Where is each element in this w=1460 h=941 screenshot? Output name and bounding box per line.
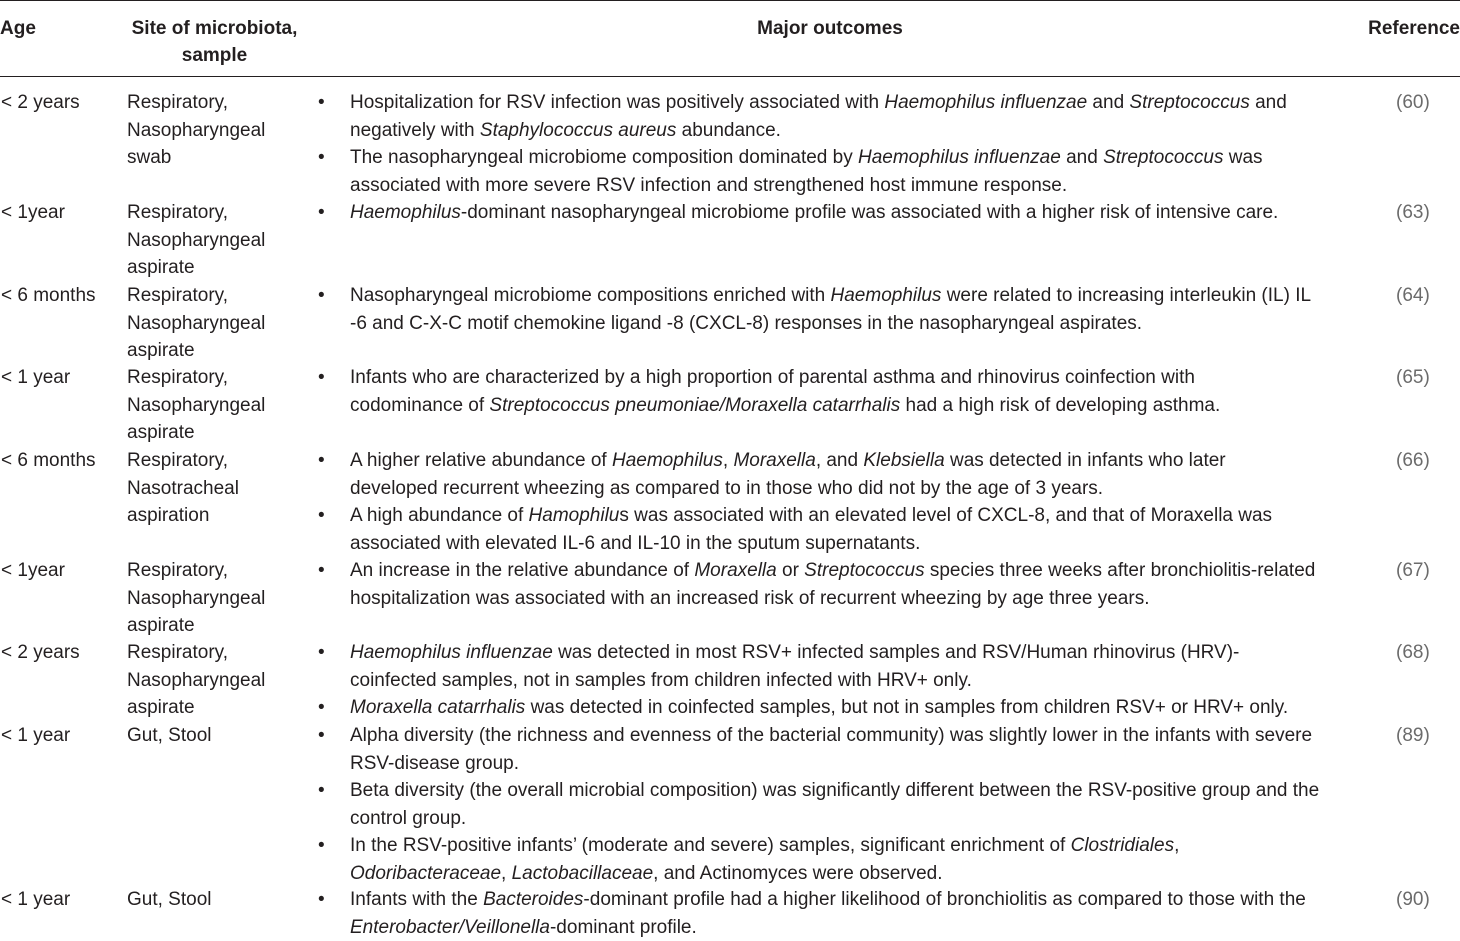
- bullet-icon: •: [318, 832, 325, 860]
- site-line: aspirate: [127, 254, 302, 282]
- outcome-line: associated with elevated IL-6 and IL-10 in the sputum supernatants.: [350, 530, 1348, 558]
- outcome-line: codominance of Streptococcus pneumoniae/Moraxella catarrhalis had a high risk of developing asthma.: [350, 392, 1348, 420]
- site-cell: [127, 447, 302, 530]
- outcome-line: developed recurrent wheezing as compared to in those who did not by the age of 3 years.: [350, 475, 1348, 503]
- site-line: Respiratory,: [127, 557, 302, 585]
- outcomes-list: [318, 886, 1348, 941]
- reference-link[interactable]: (66): [1396, 447, 1430, 475]
- bullet-icon: •: [318, 144, 325, 172]
- site-line: aspirate: [127, 419, 302, 447]
- outcomes-list: [318, 282, 1348, 337]
- header-site-line1: Site of microbiota,: [122, 15, 307, 42]
- outcome-line: Odoribacteraceae, Lactobacillaceae, and Actinomyces were observed.: [350, 860, 1348, 888]
- outcomes-list: [318, 199, 1348, 227]
- bullet-icon: •: [318, 886, 325, 914]
- outcome-item: [318, 282, 1348, 337]
- outcome-line: negatively with Staphylococcus aureus abundance.: [350, 117, 1348, 145]
- outcome-item: [318, 777, 1348, 832]
- outcome-item: [318, 502, 1348, 557]
- header-reference: Reference: [1368, 15, 1460, 42]
- site-line: Nasopharyngeal: [127, 667, 302, 695]
- header-site-line2: sample: [122, 42, 307, 69]
- outcome-item: [318, 199, 1348, 227]
- outcomes-list: [318, 722, 1348, 887]
- outcome-line: A high abundance of Hamophilus was associated with an elevated level of CXCL-8, and that of Moraxella was: [350, 502, 1348, 530]
- header-age: Age: [0, 15, 36, 42]
- bullet-icon: •: [318, 282, 325, 310]
- bullet-icon: •: [318, 777, 325, 805]
- outcome-item: [318, 447, 1348, 502]
- table-top-rule: [0, 0, 1460, 1]
- reference-link[interactable]: (60): [1396, 89, 1430, 117]
- site-line: Gut, Stool: [127, 886, 302, 914]
- outcome-line: Beta diversity (the overall microbial composition) was significantly different between the RSV-positive group and the: [350, 777, 1348, 805]
- outcome-line: coinfected samples, not in samples from children infected with HRV+ only.: [350, 667, 1348, 695]
- outcome-line: RSV-disease group.: [350, 750, 1348, 778]
- outcome-line: Hospitalization for RSV infection was positively associated with Haemophilus influenzae and Streptococcus and: [350, 89, 1348, 117]
- bullet-icon: •: [318, 722, 325, 750]
- reference-link[interactable]: (63): [1396, 199, 1430, 227]
- reference-link[interactable]: (64): [1396, 282, 1430, 310]
- site-line: Nasotracheal: [127, 475, 302, 503]
- outcome-item: [318, 89, 1348, 144]
- outcome-item: [318, 694, 1348, 722]
- outcome-line: -6 and C-X-C motif chemokine ligand -8 (CXCL-8) responses in the nasopharyngeal aspirates.: [350, 310, 1348, 338]
- outcome-item: [318, 639, 1348, 694]
- outcomes-list: [318, 89, 1348, 199]
- age-cell: < 1 year: [1, 886, 70, 914]
- site-line: Respiratory,: [127, 199, 302, 227]
- age-cell: < 2 years: [1, 639, 80, 667]
- bullet-icon: •: [318, 639, 325, 667]
- outcome-line: associated with more severe RSV infection and strengthened host immune response.: [350, 172, 1348, 200]
- site-line: aspiration: [127, 502, 302, 530]
- outcome-line: Enterobacter/Veillonella-dominant profile.: [350, 914, 1348, 941]
- outcome-item: [318, 144, 1348, 199]
- reference-link[interactable]: (67): [1396, 557, 1430, 585]
- age-cell: < 2 years: [1, 89, 80, 117]
- outcomes-list: [318, 364, 1348, 419]
- age-cell: < 6 months: [1, 282, 96, 310]
- outcome-line: An increase in the relative abundance of Moraxella or Streptococcus species three weeks after bronchiolitis-related: [350, 557, 1348, 585]
- outcome-item: [318, 832, 1348, 887]
- outcome-line: The nasopharyngeal microbiome composition dominated by Haemophilus influenzae and Streptococcus was: [350, 144, 1348, 172]
- reference-link[interactable]: (90): [1396, 886, 1430, 914]
- outcome-line: Alpha diversity (the richness and evenness of the bacterial community) was slightly lower in the infants with severe: [350, 722, 1348, 750]
- outcome-item: [318, 557, 1348, 612]
- header-major-outcomes: Major outcomes: [330, 15, 1330, 42]
- bullet-icon: •: [318, 502, 325, 530]
- age-cell: < 1year: [1, 199, 65, 227]
- outcome-line: Haemophilus influenzae was detected in most RSV+ infected samples and RSV/Human rhinovirus (HRV)-: [350, 639, 1348, 667]
- age-cell: < 6 months: [1, 447, 96, 475]
- site-line: Nasopharyngeal: [127, 310, 302, 338]
- site-cell: [127, 89, 302, 172]
- bullet-icon: •: [318, 447, 325, 475]
- site-line: Nasopharyngeal: [127, 117, 302, 145]
- site-line: Respiratory,: [127, 639, 302, 667]
- site-cell: [127, 364, 302, 447]
- site-cell: [127, 557, 302, 640]
- site-line: Respiratory,: [127, 364, 302, 392]
- site-line: Nasopharyngeal: [127, 392, 302, 420]
- age-cell: < 1 year: [1, 722, 70, 750]
- site-cell: [127, 886, 302, 914]
- site-line: aspirate: [127, 612, 302, 640]
- outcome-line: Infants who are characterized by a high proportion of parental asthma and rhinovirus coinfection with: [350, 364, 1348, 392]
- outcome-line: A higher relative abundance of Haemophilus, Moraxella, and Klebsiella was detected in infants who later: [350, 447, 1348, 475]
- site-line: Respiratory,: [127, 447, 302, 475]
- outcome-line: Nasopharyngeal microbiome compositions enriched with Haemophilus were related to increasing interleukin (IL) IL: [350, 282, 1348, 310]
- site-cell: [127, 199, 302, 282]
- outcome-item: [318, 722, 1348, 777]
- outcome-line: Moraxella catarrhalis was detected in coinfected samples, but not in samples from children RSV+ or HRV+ only.: [350, 694, 1348, 722]
- site-line: Gut, Stool: [127, 722, 302, 750]
- outcomes-list: [318, 557, 1348, 612]
- reference-link[interactable]: (89): [1396, 722, 1430, 750]
- outcome-line: In the RSV-positive infants’ (moderate and severe) samples, significant enrichment of Clostridiales,: [350, 832, 1348, 860]
- outcomes-list: [318, 447, 1348, 557]
- outcomes-list: [318, 639, 1348, 722]
- reference-link[interactable]: (65): [1396, 364, 1430, 392]
- outcome-line: hospitalization was associated with an increased risk of recurrent wheezing by age three years.: [350, 585, 1348, 613]
- age-cell: < 1year: [1, 557, 65, 585]
- site-cell: [127, 639, 302, 722]
- bullet-icon: •: [318, 364, 325, 392]
- outcome-line: control group.: [350, 805, 1348, 833]
- site-line: aspirate: [127, 694, 302, 722]
- site-line: Respiratory,: [127, 282, 302, 310]
- header-rule: [0, 76, 1460, 77]
- age-cell: < 1 year: [1, 364, 70, 392]
- site-cell: [127, 722, 302, 750]
- bullet-icon: •: [318, 199, 325, 227]
- bullet-icon: •: [318, 694, 325, 722]
- site-line: Nasopharyngeal: [127, 585, 302, 613]
- site-line: Respiratory,: [127, 89, 302, 117]
- site-line: Nasopharyngeal: [127, 227, 302, 255]
- bullet-icon: •: [318, 557, 325, 585]
- site-cell: [127, 282, 302, 365]
- outcome-line: Infants with the Bacteroides-dominant profile had a higher likelihood of bronchiolitis as compared to those with the: [350, 886, 1348, 914]
- header-site: [122, 15, 307, 69]
- bullet-icon: •: [318, 89, 325, 117]
- outcome-item: [318, 364, 1348, 419]
- outcome-line: Haemophilus-dominant nasopharyngeal microbiome profile was associated with a higher risk of intensive care.: [350, 199, 1348, 227]
- outcome-item: [318, 886, 1348, 941]
- reference-link[interactable]: (68): [1396, 639, 1430, 667]
- site-line: swab: [127, 144, 302, 172]
- site-line: aspirate: [127, 337, 302, 365]
